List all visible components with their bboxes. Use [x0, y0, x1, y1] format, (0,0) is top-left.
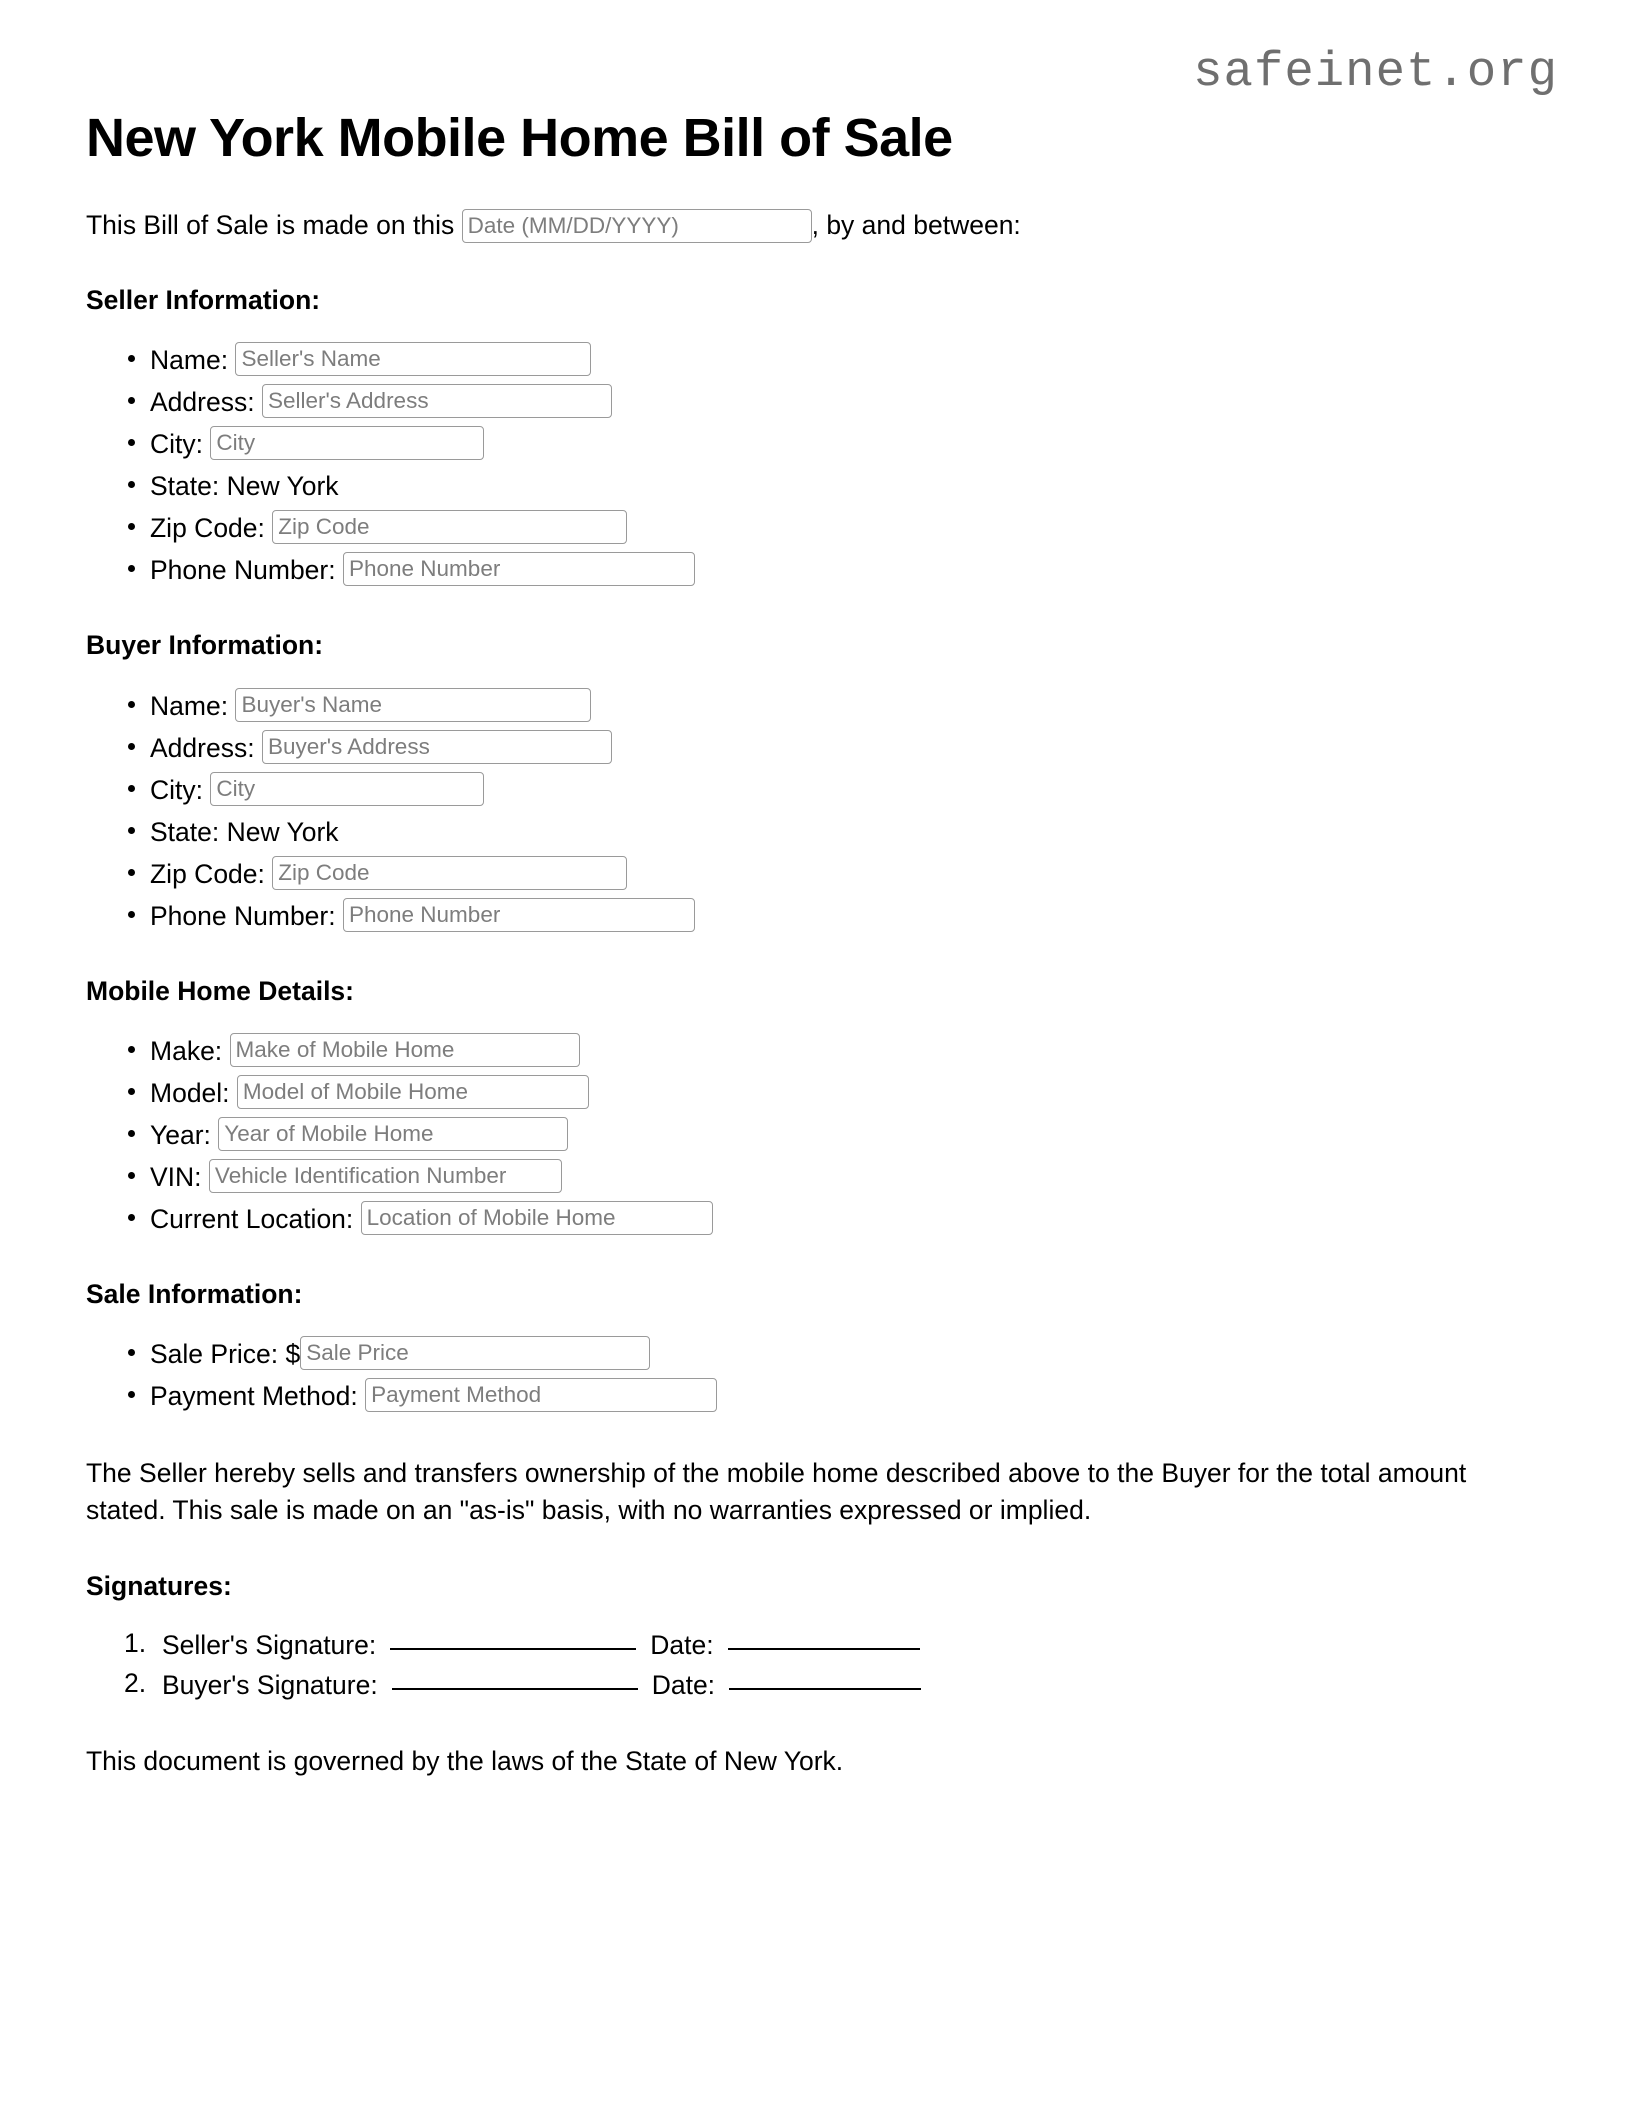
seller-date-line[interactable] — [728, 1648, 920, 1650]
payment-method-label: Payment Method: — [150, 1380, 358, 1411]
seller-field-list — [86, 319, 1558, 589]
seller-state-label: State: New York — [150, 471, 339, 502]
seller-phone-row — [86, 547, 1558, 589]
sale-field-list — [86, 1313, 1558, 1415]
seller-information-heading: Seller Information: — [86, 285, 321, 316]
buyer-information-heading: Buyer Information: — [86, 630, 324, 661]
site-watermark: safeinet.org — [1193, 44, 1558, 100]
buyer-city-row — [86, 767, 1558, 809]
page-title: New York Mobile Home Bill of Sale — [86, 108, 953, 168]
buyer-date-label: Date: — [651, 1670, 716, 1701]
seller-address-label: Address: — [150, 387, 255, 418]
buyer-zip-input[interactable] — [272, 856, 627, 890]
make-input[interactable] — [230, 1033, 580, 1067]
sale-price-row — [86, 1331, 1558, 1373]
sale-price-input[interactable] — [300, 1336, 650, 1370]
governing-law-paragraph: This document is governed by the laws of the State of New York. — [86, 1746, 844, 1777]
buyer-phone-row — [86, 893, 1558, 935]
seller-name-label: Name: — [150, 345, 229, 376]
buyer-name-input[interactable] — [235, 688, 591, 722]
buyer-zip-label: Zip Code: — [150, 858, 265, 889]
current-location-label: Current Location: — [150, 1203, 354, 1234]
buyer-name-label: Name: — [150, 690, 229, 721]
signature-list — [86, 1605, 1558, 1703]
mobile-home-field-list — [86, 1010, 1558, 1238]
transfer-statement-paragraph: The Seller hereby sells and transfers ownership of the mobile home described above to the Buyer for the total amount stated. This sale is made on an "as-is" basis, with no warranties expressed or implied. — [86, 1457, 1467, 1526]
buyer-address-row — [86, 725, 1558, 767]
buyer-phone-input[interactable] — [343, 898, 695, 932]
intro-text-after: , by and between: — [811, 209, 1021, 240]
seller-zip-label: Zip Code: — [150, 513, 265, 544]
seller-name-input[interactable] — [235, 342, 591, 376]
buyer-phone-label: Phone Number: — [150, 900, 336, 931]
buyer-address-label: Address: — [150, 732, 255, 763]
buyer-field-list — [86, 665, 1558, 935]
seller-zip-row — [86, 505, 1558, 547]
seller-city-input[interactable] — [210, 426, 484, 460]
seller-address-row — [86, 379, 1558, 421]
seller-signature-line[interactable] — [390, 1648, 636, 1650]
current-location-input[interactable] — [361, 1201, 713, 1235]
buyer-city-label: City: — [150, 774, 203, 805]
seller-date-label: Date: — [650, 1630, 714, 1661]
year-label: Year: — [150, 1119, 211, 1150]
seller-address-input[interactable] — [262, 384, 612, 418]
current-location-row — [86, 1196, 1558, 1238]
payment-method-input[interactable] — [365, 1378, 717, 1412]
mobile-home-details-heading: Mobile Home Details: — [86, 975, 354, 1006]
make-label: Make: — [150, 1035, 223, 1066]
seller-phone-label: Phone Number: — [150, 555, 336, 586]
buyer-state-label: State: New York — [150, 816, 339, 847]
model-row — [86, 1070, 1558, 1112]
buyer-city-input[interactable] — [210, 772, 484, 806]
buyer-name-row — [86, 683, 1558, 725]
seller-phone-input[interactable] — [343, 552, 695, 586]
model-label: Model: — [150, 1077, 230, 1108]
buyer-zip-row — [86, 851, 1558, 893]
intro-text-before: This Bill of Sale is made on this — [86, 209, 455, 240]
payment-method-row — [86, 1373, 1558, 1415]
buyer-signature-line[interactable] — [392, 1688, 638, 1690]
seller-state-row — [86, 463, 1558, 505]
year-input[interactable] — [218, 1117, 568, 1151]
seller-signature-row — [86, 1623, 1558, 1663]
model-input[interactable] — [237, 1075, 589, 1109]
seller-city-label: City: — [150, 429, 203, 460]
vin-input[interactable] — [209, 1159, 562, 1193]
buyer-date-line[interactable] — [729, 1688, 921, 1690]
sale-information-heading: Sale Information: — [86, 1278, 303, 1309]
vin-row — [86, 1154, 1558, 1196]
sale-price-label: Sale Price: $ — [150, 1338, 301, 1369]
seller-zip-input[interactable] — [272, 510, 627, 544]
buyer-signature-label: Buyer's Signature: — [162, 1670, 378, 1701]
buyer-address-input[interactable] — [262, 730, 612, 764]
date-input[interactable] — [462, 209, 812, 243]
signatures-heading: Signatures: — [86, 1570, 232, 1601]
seller-signature-label: Seller's Signature: — [162, 1630, 377, 1661]
seller-name-row — [86, 337, 1558, 379]
year-row — [86, 1112, 1558, 1154]
seller-city-row — [86, 421, 1558, 463]
buyer-signature-row — [86, 1663, 1558, 1703]
intro-paragraph — [86, 207, 1558, 245]
vin-label: VIN: — [150, 1161, 202, 1192]
buyer-state-row — [86, 809, 1558, 851]
make-row — [86, 1028, 1558, 1070]
